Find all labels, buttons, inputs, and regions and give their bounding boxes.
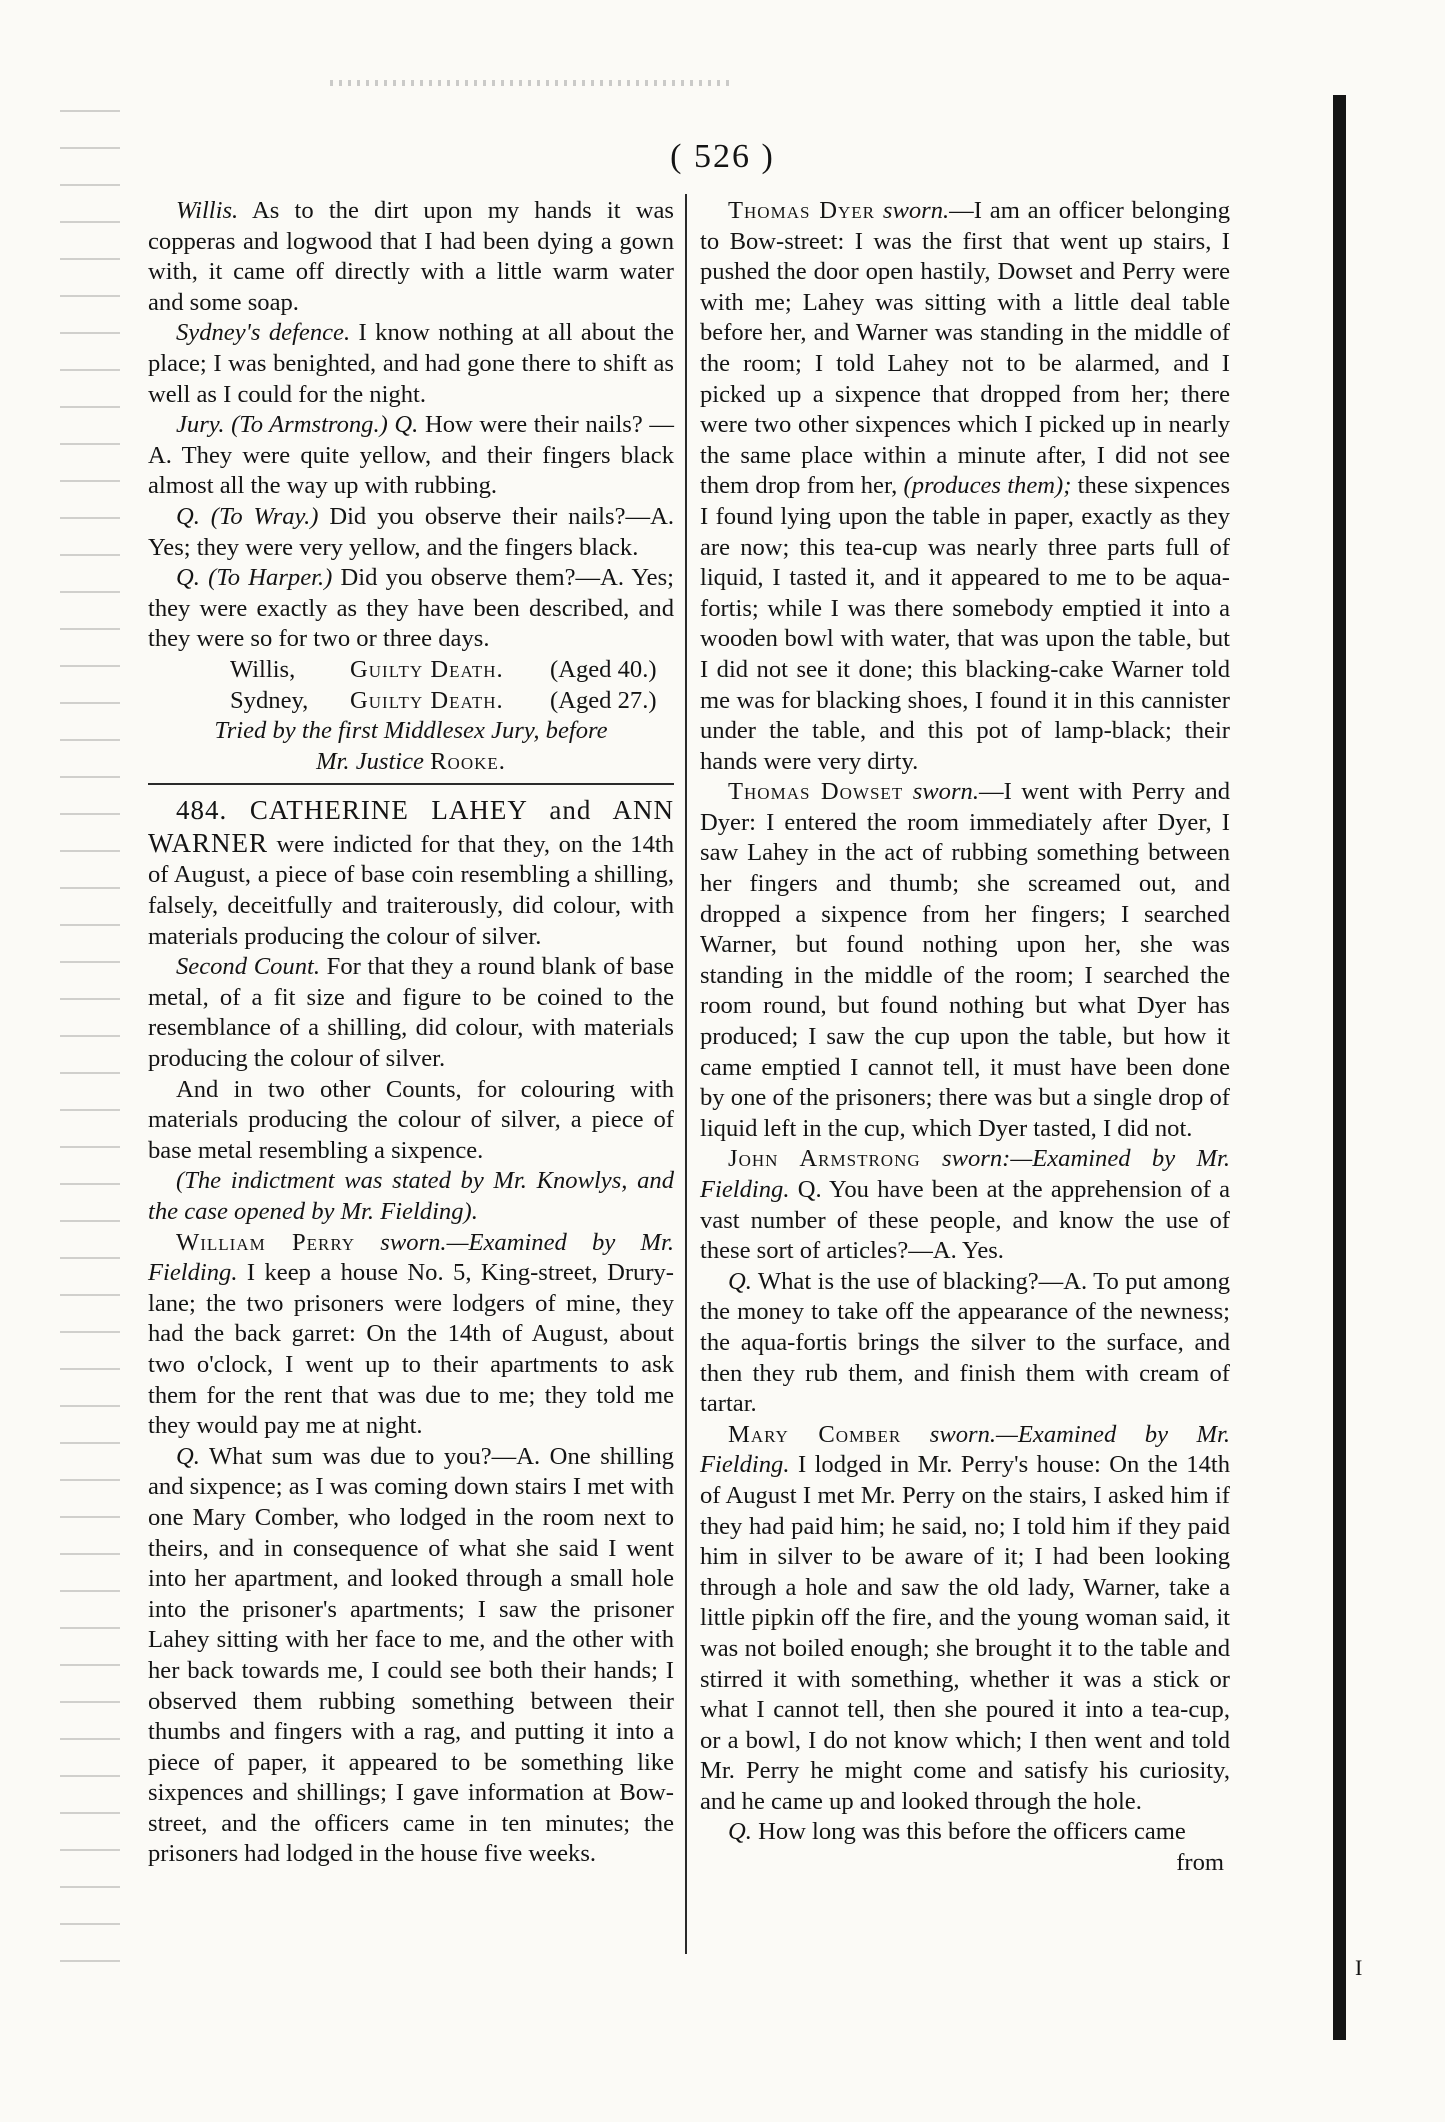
paragraph-dowset-testimony [700,777,1230,1144]
paragraph-text: How long was this before the officers came [758,1818,1186,1846]
question-label: Q. [728,1818,752,1846]
witness-name: Mary Comber [728,1420,902,1448]
tried-by-line: Tried by the first Middlesex Jury, before [214,717,608,745]
verdict-name: Willis, [230,655,296,683]
scan-artifact-left-margin [60,110,120,1990]
speaker-label: Jury. (To Armstrong.) Q. [176,411,419,439]
paragraph-armstrong-testimony [700,1144,1230,1266]
margin-mark: I [1355,1955,1363,1980]
judge-line [148,747,674,778]
paragraph-text: I know nothing at all about the place; I was benighted, and had gone there to shift as well as I could for the night. [148,319,675,408]
paragraph-text: What is the use of blacking?—A. To put among the money to take off the appearance of the newness; the aqua-fortis brings the silver to the surface, and then they rub them, and finish them with cream of tartar. [700,1267,1230,1418]
paragraph-blacking-question [700,1267,1230,1420]
paragraph-perry-testimony [148,1228,674,1442]
paragraph-text: these sixpences I found lying upon the table in paper, exactly as they are now; this tea-cup was nearly three parts full of liquid, I tasted it, and it appeared to me to be aqua-fortis; while I was there somebody emptied it into a wooden bowl with water, that was upon the table, but I did not see it done; this blacking-cake Warner told me was for blacking shoes, I found it in this cannister under the table, and this pot of lamp-black; their hands were very dirty. [700,472,1231,775]
witness-name: Thomas Dowset [728,778,904,806]
count-label: Second Count. [176,953,320,981]
paragraph-text: I lodged in Mr. Perry's house: On the 14th of August I met Mr. Perry on the stairs, I asked him if they had paid him; he said, no; I told him if they paid him in silver to be aware of it; I had been looking through a hole and saw the old lady, Warner, take a little pipkin off the fire, and the young woman said, it was not boiled enough; she brought it to the table and stirred it with something, whether it was a stick or what I cannot tell, then she poured it into a tea-cup, or a bowl, I do not know which; I then went and told Mr. Perry he might come and satisfy his curiosity, and he came up and looked through the hole. [700,1451,1230,1815]
scan-artifact-top [330,80,730,86]
case-indictment [148,795,674,952]
speaker-label: Willis. [176,197,239,224]
verdict-name: Sydney, [230,686,309,714]
paragraph-wray [148,502,674,563]
paragraph-text: Did you observe them?—A. Yes; they were exactly as they have been described, and they were so for two or three days. [148,564,674,653]
left-column [148,196,674,1870]
paragraph-comber-testimony [700,1420,1230,1818]
paragraph-text: Q. You have been at the apprehension of a vast number of these people, and know the use of these sort of articles?—A. Yes. [700,1176,1230,1265]
judge-title: Mr. Justice [316,747,424,775]
verdict-willis [148,655,674,686]
produces-note: (produces them); [903,472,1072,500]
speaker-label: Q. (To Wray.) [176,502,319,530]
judge-name: Rooke. [430,747,506,775]
witness-name: William Perry [176,1228,356,1256]
verdict-age: (Aged 40.) [550,655,657,683]
paragraph-text: For that they a round blank of base metal, of a fit size and figure to be coined to the resemblance of a shilling, did colour, with materials producing the colour of silver. [148,953,674,1073]
case-separator [148,783,674,785]
right-column [700,196,1230,1879]
paragraph-willis [148,196,674,318]
witness-sworn: sworn. [882,197,950,224]
paragraph-other-counts: And in two other Counts, for colouring with materials producing the colour of silver, a piece of base metal resembling a sixpence. [148,1075,674,1164]
paragraph-text: What sum was due to you?—A. One shilling and sixpence; as I was coming down stairs I met with one Mary Comber, who lodged in the room next to theirs, and in consequence of what she said I went into her apartment, and looked through a small hole into the prisoner's apartments; I saw the prisoner Lahey sitting with her face to me, and the other with her back towards me, I could see both their hands; I observed them rubbing something between their thumbs and fingers with a rag, and putting it into a piece of paper, it appeared to be something like sixpences and shillings; I gave information at Bow-street, and the officers came in ten minutes; the prisoners had lodged in the house five weeks. [148,1442,674,1868]
witness-name: John Armstrong [728,1145,921,1173]
paragraph-jury-armstrong [148,410,674,502]
speaker-label: Q. (To Harper.) [176,564,333,592]
witness-sworn: sworn.—Examined by Mr. Fielding. [148,1228,674,1287]
verdict-sentence: Guilty Death. [350,686,504,714]
paragraph-text: Did you observe their nails?—A. Yes; they were very yellow, and the fingers black. [148,502,674,561]
paragraph-perry-question [148,1442,674,1870]
verdict-age: (Aged 27.) [550,686,657,714]
catchword: from [1176,1849,1224,1877]
indictment-note: (The indictment was stated by Mr. Knowlys, and the case opened by Mr. Fielding). [148,1167,674,1225]
paragraph-text: —I am an officer belonging to Bow-street: I was the first that went up stairs, I pushed the door open hastily, Dowset and Perry were with me; Lahey was sitting with a little deal table before her, and Warner was standing in the middle of the room; I told Lahey not to be alarmed, and I picked up a sixpence that dropped from her; there were two other sixpences which I picked up in nearly the same place within a minute after, I did not see them drop from her, [700,197,1230,500]
paragraph-text: were indicted for that they, on the 14th of August, a piece of base coin resembling a shilling, falsely, deceitfully and traiterously, did colour, with materials producing the colour of silver. [148,830,674,950]
page-number: ( 526 ) [670,138,775,175]
paragraph-harper [148,563,674,655]
question-label: Q. [176,1442,200,1470]
paragraph-second-count [148,952,674,1074]
paragraph-text: —I went with Perry and Dyer: I entered the room immediately after Dyer, I saw Lahey in the act of rubbing something between her fingers and thumb; she screamed out, and dropped a sixpence from her fingers; I searched Warner, but found nothing upon her, she was standing in the middle of the room; I searched the room round, but found nothing but what Dyer has produced; I saw the cup upon the table, but how it came emptied I cannot tell, it must have been done by one of the prisoners; there was but a single drop of liquid left in the cup, which Dyer tasted, I did not. [700,778,1230,1142]
witness-sworn: sworn.—Examined by Mr. Fielding. [700,1420,1230,1479]
question-label: Q. [728,1267,752,1295]
paragraph-text: As to the dirt upon my hands it was copperas and logwood that I had been dying a gown with, it came off directly with a little warm water and some soap. [148,197,674,316]
paragraph-text: I keep a house No. 5, King-street, Drury-lane; the two prisoners were lodgers of mine, they had the back garret: On the 14th of August, about two o'clock, I went up to their apartments to ask them for the rent that was due to me; they told me they would pay me at night. [148,1259,674,1440]
verdict-sentence: Guilty Death. [350,655,504,683]
verdict-sydney [148,686,674,717]
paragraph-last-question [700,1817,1230,1848]
column-divider [685,194,687,1954]
witness-sworn: sworn:—Examined by Mr. Fielding. [700,1145,1230,1203]
witness-name: Thomas Dyer [728,197,876,224]
scan-edge-bar [1333,95,1346,2040]
witness-sworn: sworn. [912,778,979,806]
speaker-label: Sydney's defence. [176,319,351,347]
paragraph-sydney-defence [148,318,674,410]
paragraph-dyer-testimony [700,196,1230,777]
paragraph-text: How were their nails? —A. They were quite yellow, and their fingers black almost all the way up with rubbing. [148,411,674,500]
case-heading: 484. CATHERINE LAHEY and ANN WARNER [148,795,674,858]
